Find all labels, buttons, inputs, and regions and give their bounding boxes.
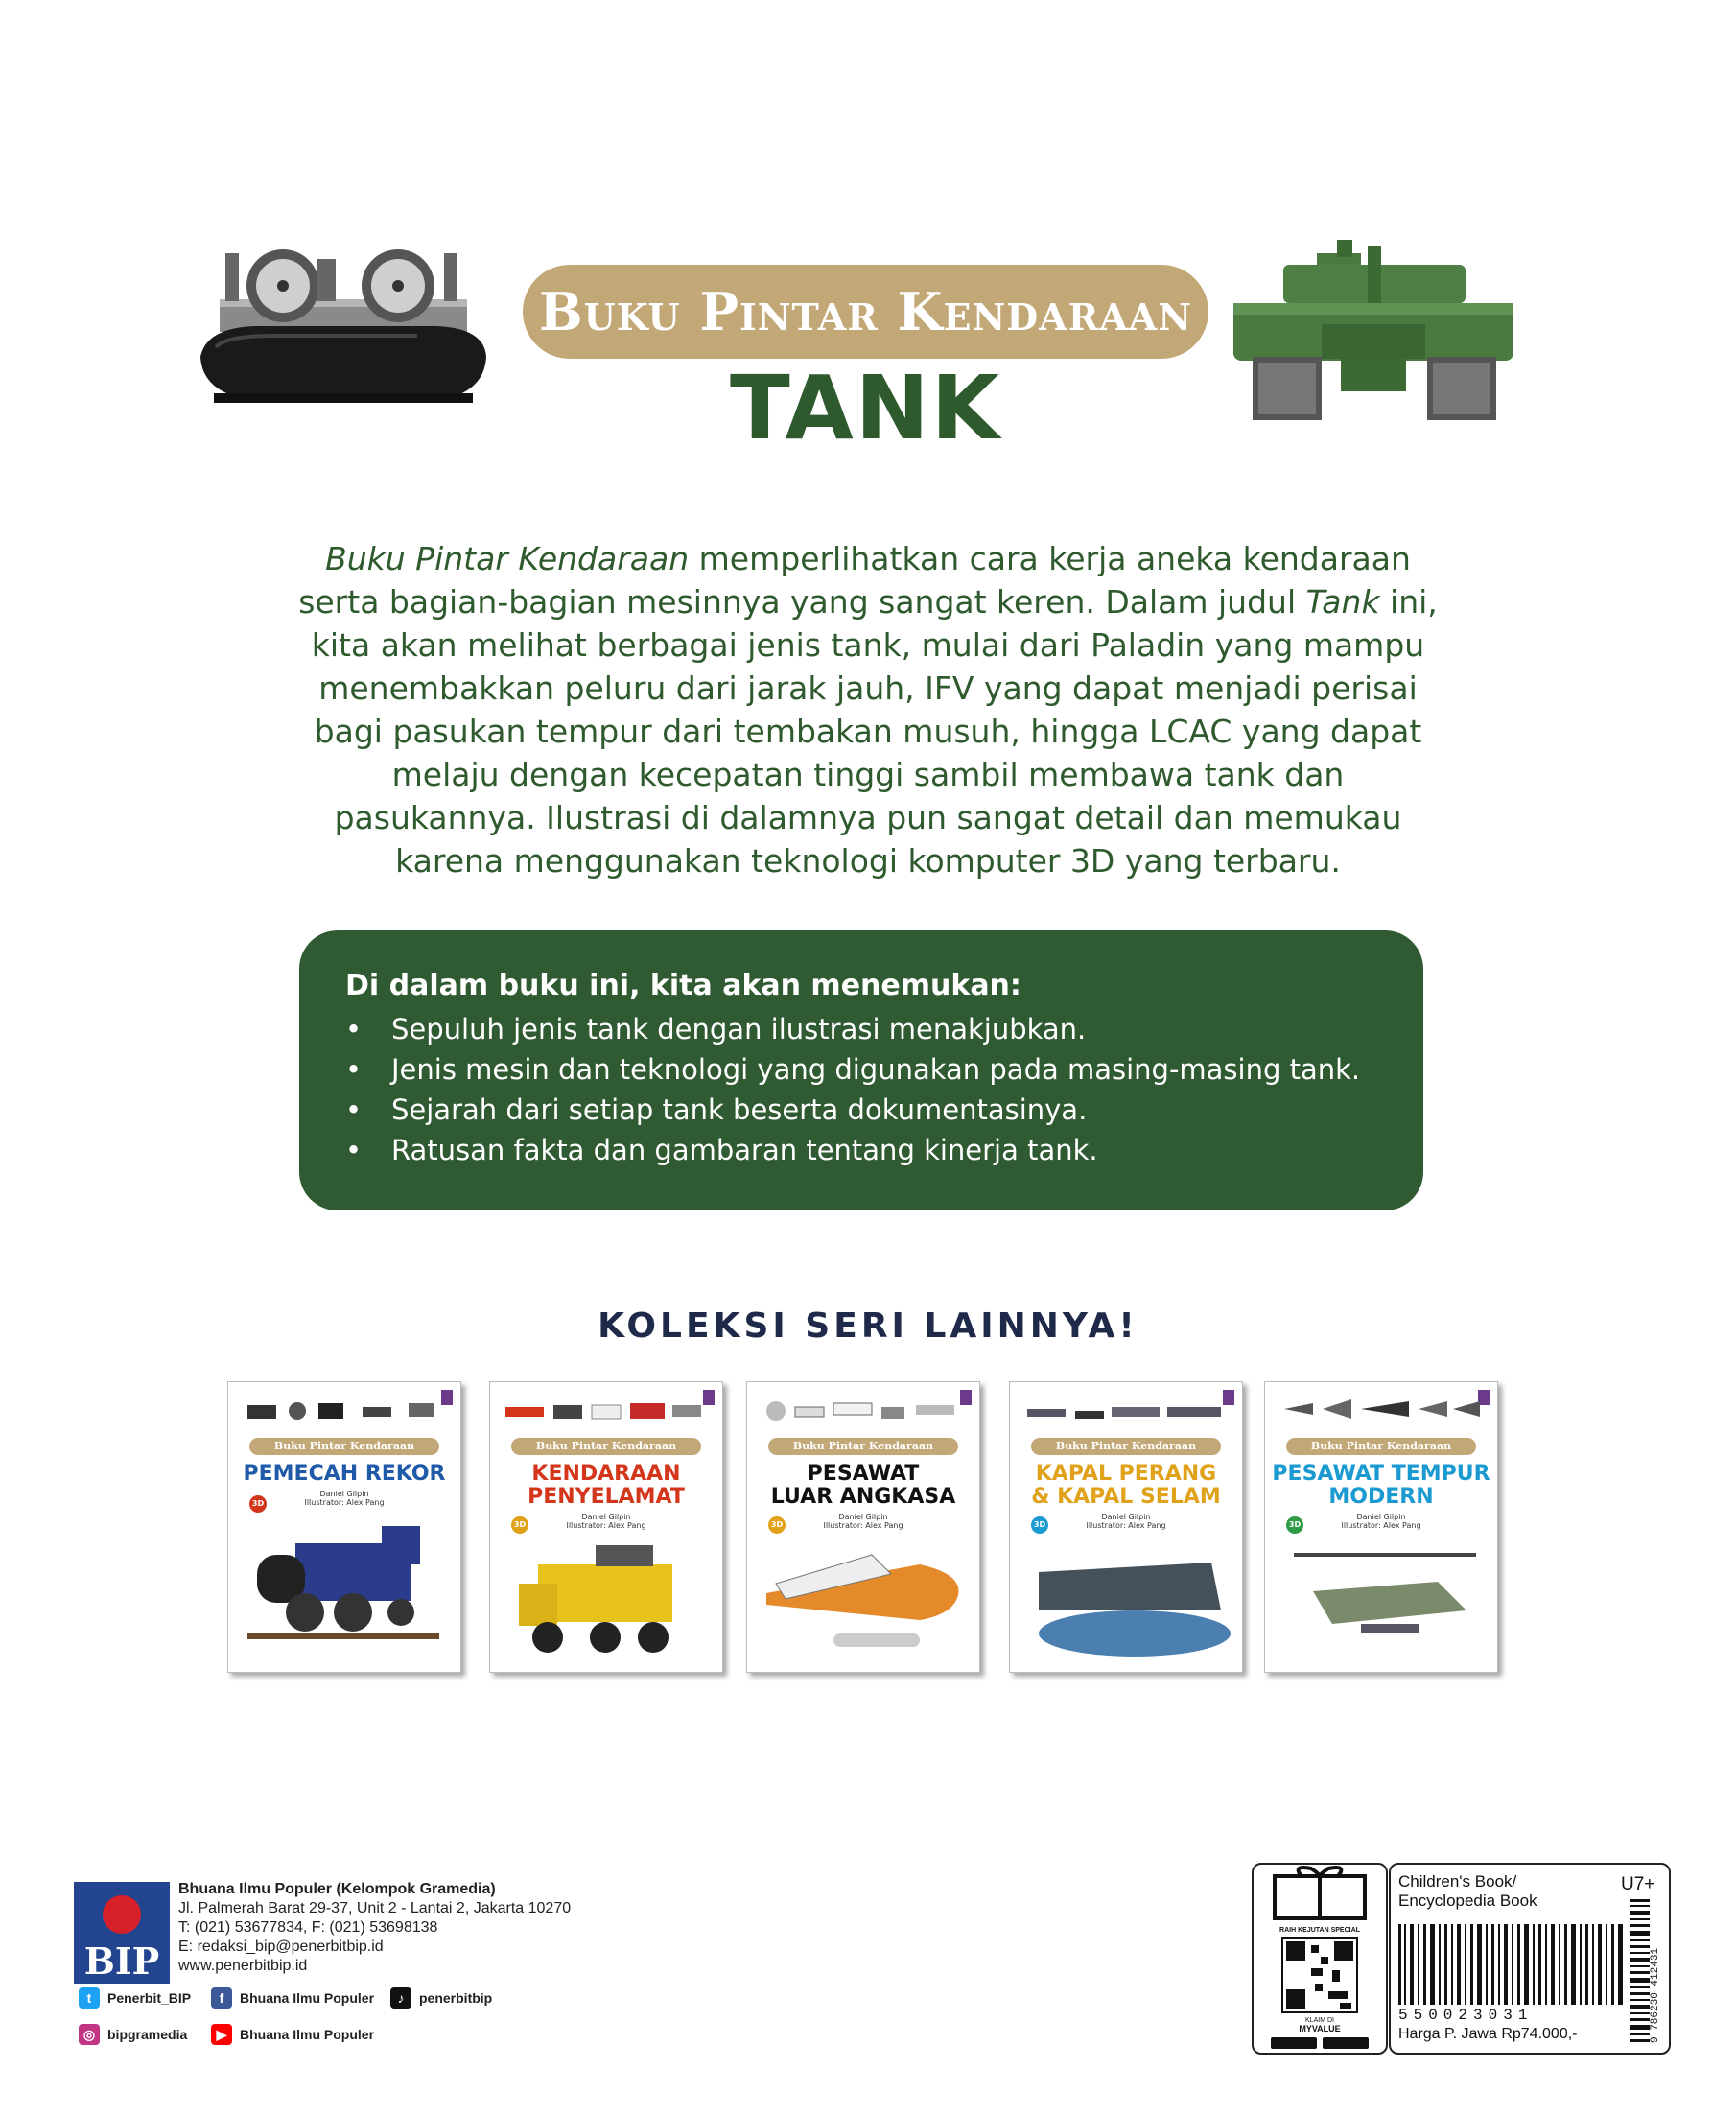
book-meta-card xyxy=(1389,1863,1671,2055)
description-title-italic: Tank xyxy=(1305,583,1380,621)
description-part2: ini, kita akan melihat berbagai jenis tank, mulai dari Paladin yang mampu menembakkan peluru dari jarak jauh, IFV yang dapat menjadi perisai bagi pasukan tempur dari tembakan musuh, hingga LCAC yang dapat melaju dengan kecepatan tinggi sambil membawa tank dan pasukannya. Ilustrasi di dalamnya pun sangat detail dan memukau karena menggunakan teknologi komputer 3D yang terbaru. xyxy=(311,583,1438,880)
publisher-address: Jl. Palmerah Barat 29-37, Unit 2 - Lantai 2, Jakarta 10270 xyxy=(178,1900,572,1916)
mini-book-title xyxy=(496,1463,716,1509)
space-shuttle-illustration xyxy=(757,1545,970,1660)
mini-illustrator: Illustrator: Alex Pang xyxy=(304,1498,385,1507)
ships-strip-icon xyxy=(1020,1396,1232,1422)
book-thumbnail-kapal-perang xyxy=(1009,1381,1243,1673)
submarine-illustration xyxy=(1020,1543,1232,1662)
mini-illustrator: Illustrator: Alex Pang xyxy=(1341,1521,1421,1530)
mini-title-line2: PENYELAMAT xyxy=(528,1485,685,1509)
qr-promo-card[interactable] xyxy=(1252,1863,1388,2055)
feature-item: • Sepuluh jenis tank dengan ilustrasi menakjubkan. xyxy=(345,1009,1360,1049)
publisher-info xyxy=(178,1880,571,1976)
mini-series-label: Buku Pintar Kendaraan xyxy=(1286,1438,1476,1455)
mini-author: Daniel Gilpin xyxy=(838,1513,888,1521)
mini-book-title xyxy=(1271,1463,1491,1509)
mini-author: Daniel Gilpin xyxy=(1356,1513,1406,1521)
publisher-website[interactable]: www.penerbitbip.id xyxy=(178,1958,308,1974)
book-title: TANK xyxy=(729,357,1002,459)
mini-title-line1: PEMECAH REKOR xyxy=(243,1462,446,1486)
mini-book-title xyxy=(1016,1463,1236,1509)
publisher-name: Bhuana Ilmu Populer (Kelompok Gramedia) xyxy=(178,1881,496,1897)
product-code: 550023031 xyxy=(1398,2007,1534,2024)
youtube-handle: Bhuana Ilmu Populer xyxy=(240,2027,375,2042)
mini-title-line2: MODERN xyxy=(1328,1485,1434,1509)
social-youtube[interactable] xyxy=(211,2024,374,2045)
hovercraft-illustration xyxy=(197,240,489,417)
tank-illustration xyxy=(1226,219,1518,435)
badge-3d: 3D xyxy=(511,1516,528,1534)
collection-title: KOLEKSI SERI LAINNYA! xyxy=(598,1306,1138,1346)
mini-book-title xyxy=(234,1463,455,1486)
mini-title-line2: LUAR ANGKASA xyxy=(770,1485,956,1509)
mini-illustrator: Illustrator: Alex Pang xyxy=(823,1521,903,1530)
description-part1: memperlihatkan cara kerja aneka kendaraan serta bagian-bagian mesinnya yang sangat keren. Dalam judul xyxy=(298,540,1411,621)
book-thumbnail-pemecah-rekor xyxy=(227,1381,461,1673)
social-instagram[interactable] xyxy=(79,2024,187,2045)
badge-3d: 3D xyxy=(249,1495,267,1513)
facebook-icon: f xyxy=(211,1987,232,2009)
locomotive-illustration xyxy=(238,1516,451,1660)
badge-3d: 3D xyxy=(768,1516,786,1534)
spacecraft-strip-icon xyxy=(757,1396,970,1422)
mini-illustrator: Illustrator: Alex Pang xyxy=(566,1521,646,1530)
price: Harga P. Jawa Rp74.000,- xyxy=(1398,2026,1578,2042)
tiktok-icon: ♪ xyxy=(390,1987,411,2009)
feature-item: • Sejarah dari setiap tank beserta dokumentasinya. xyxy=(345,1090,1360,1130)
book-thumbnail-pesawat-luar-angkasa xyxy=(746,1381,980,1673)
mini-illustrator: Illustrator: Alex Pang xyxy=(1086,1521,1166,1530)
bip-publisher-logo xyxy=(74,1882,170,1984)
mini-series-label: Buku Pintar Kendaraan xyxy=(768,1438,958,1455)
instagram-handle: bipgramedia xyxy=(107,2027,188,2042)
book-category: Children's Book/ Encyclopedia Book xyxy=(1398,1872,1537,1910)
social-tiktok[interactable] xyxy=(390,1987,492,2009)
book-thumbnail-kendaraan-penyelamat xyxy=(489,1381,723,1673)
qr-label-brand: MYVALUE xyxy=(1299,2024,1341,2033)
feature-item: • Jenis mesin dan teknologi yang digunakan pada masing-masing tank. xyxy=(345,1049,1360,1090)
isbn-number: 9 786230 412431 xyxy=(1650,1947,1661,2043)
twitter-icon: t xyxy=(79,1987,100,2009)
mini-author: Daniel Gilpin xyxy=(1101,1513,1151,1521)
mini-title-line1: KAPAL PERANG xyxy=(1035,1462,1217,1486)
book-thumbnail-pesawat-tempur xyxy=(1264,1381,1498,1673)
mini-title-line2: & KAPAL SELAM xyxy=(1031,1485,1221,1509)
publisher-email: E: redaksi_bip@penerbitbip.id xyxy=(178,1939,384,1955)
social-twitter[interactable] xyxy=(79,1987,191,2009)
feature-item: • Ratusan fakta dan gambaran tentang kinerja tank. xyxy=(345,1130,1360,1170)
mini-book-title xyxy=(753,1463,974,1509)
facebook-handle: Bhuana Ilmu Populer xyxy=(240,1990,375,2006)
features-box xyxy=(299,930,1423,1210)
mini-series-label: Buku Pintar Kendaraan xyxy=(1031,1438,1221,1455)
series-name-pill xyxy=(523,265,1208,359)
barcode-550023031 xyxy=(1398,1924,1625,2005)
vehicles-strip-icon xyxy=(238,1396,451,1422)
rescue-truck-illustration xyxy=(500,1536,713,1670)
book-description xyxy=(297,537,1439,882)
description-series-italic: Buku Pintar Kendaraan xyxy=(325,540,690,577)
qr-label-claim: KLAIM DI xyxy=(1305,2017,1334,2024)
mini-author: Daniel Gilpin xyxy=(319,1490,369,1498)
mini-title-line1: KENDARAAN xyxy=(531,1462,681,1486)
age-rating: U7+ xyxy=(1621,1874,1655,1894)
youtube-icon: ▶ xyxy=(211,2024,232,2045)
qr-card-graphic xyxy=(1254,1865,1386,2053)
badge-3d: 3D xyxy=(1031,1516,1048,1534)
mini-series-label: Buku Pintar Kendaraan xyxy=(511,1438,701,1455)
features-list xyxy=(345,1009,1360,1170)
vehicles-strip-icon xyxy=(500,1396,713,1422)
twitter-handle: Penerbit_BIP xyxy=(107,1990,192,2006)
mini-title-line1: PESAWAT TEMPUR xyxy=(1272,1462,1490,1486)
tiktok-handle: penerbitbip xyxy=(419,1990,493,2006)
jets-strip-icon xyxy=(1275,1396,1488,1422)
instagram-icon: ◎ xyxy=(79,2024,100,2045)
bip-logo-text: BIP xyxy=(83,1939,160,1983)
qr-label-top: RAIH KEJUTAN SPECIAL xyxy=(1279,1927,1360,1934)
publisher-phone: T: (021) 53677834, F: (021) 53698138 xyxy=(178,1919,438,1936)
features-heading: Di dalam buku ini, kita akan menemukan: xyxy=(345,969,1021,1002)
mini-title-line1: PESAWAT xyxy=(807,1462,920,1486)
social-facebook[interactable] xyxy=(211,1987,374,2009)
isbn-barcode xyxy=(1630,1899,1650,2043)
badge-3d: 3D xyxy=(1286,1516,1303,1534)
series-name: Buku Pintar Kendaraan xyxy=(539,281,1192,342)
mini-author: Daniel Gilpin xyxy=(581,1513,631,1521)
mini-series-label: Buku Pintar Kendaraan xyxy=(249,1438,439,1455)
helicopter-illustration xyxy=(1275,1543,1488,1662)
